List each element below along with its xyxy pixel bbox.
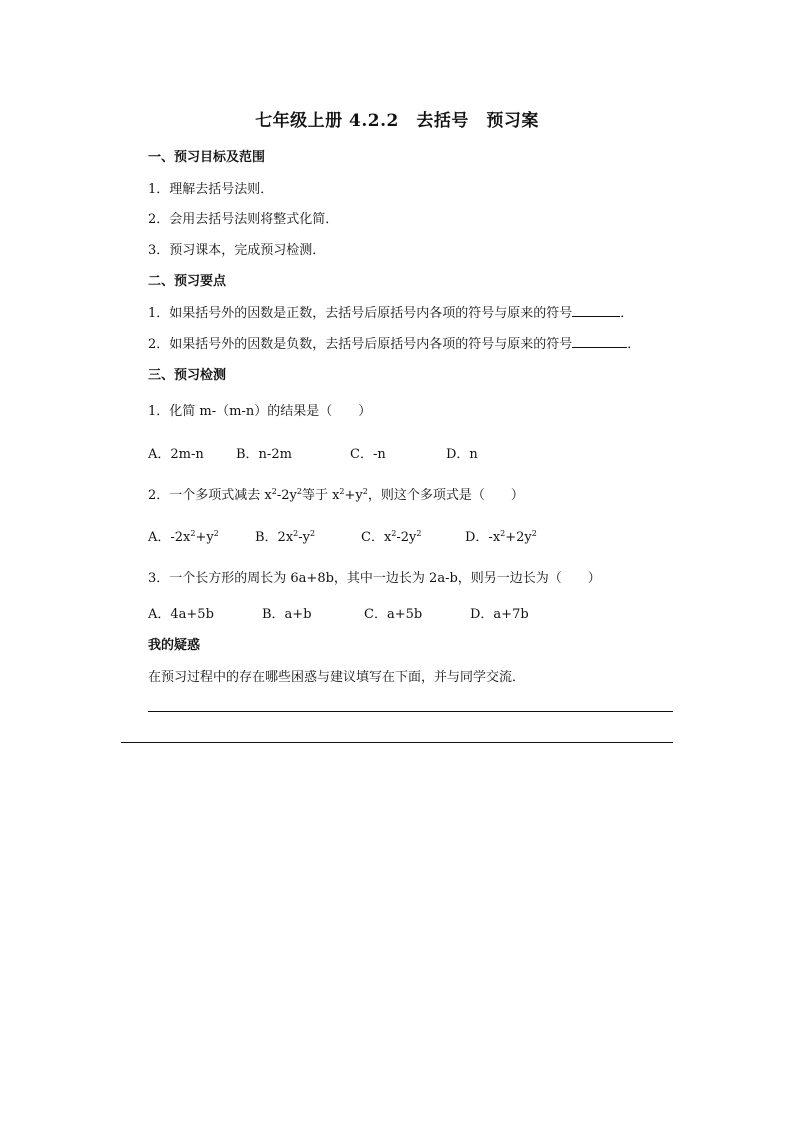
goal-item-3: 3．预习课本，完成预习检测．: [148, 243, 326, 258]
page-title: 七年级上册 4.2.2 去括号 预习案: [255, 111, 539, 131]
q2-exponent: 2: [271, 487, 277, 496]
fill-blank-2[interactable]: [572, 334, 627, 348]
question-3-stem: 3．一个长方形的周长为 6a+8b，其中一边长为 2a-b，则另一边长为（ ）: [148, 571, 601, 586]
goal-item-1: 1．理解去括号法则．: [148, 182, 274, 197]
key-point-2: [148, 333, 640, 352]
goal-item-2: 2．会用去括号法则将整式化简．: [148, 212, 339, 227]
q2-exponent: 2: [500, 529, 506, 538]
q2-option-c-text: -2y: [396, 530, 417, 545]
q2-option-a-text: A．-2x: [148, 530, 191, 545]
q2-exponent: 2: [310, 529, 316, 538]
question-2-options: [148, 526, 537, 545]
section-heading-check: 三、预习检测: [148, 368, 227, 383]
q2-exponent: 2: [362, 487, 368, 496]
question-1-stem: 1．化简 m-（m-n）的结果是（ ）: [148, 404, 372, 419]
key-point-1-end: ．: [620, 306, 634, 321]
q2-option-c-text: C．x: [361, 530, 392, 545]
key-point-1: [148, 302, 633, 321]
q2-option-c[interactable]: [361, 526, 465, 545]
q2-stem-part: -2y: [276, 488, 297, 503]
q2-exponent: 2: [416, 529, 422, 538]
section-heading-goals: 一、预习目标及范围: [148, 150, 266, 165]
question-2-stem: [148, 484, 524, 503]
q3-option-b[interactable]: B．a+b: [262, 607, 312, 622]
q2-exponent: 2: [293, 529, 299, 538]
question-3-options: [148, 603, 529, 622]
doubts-instruction: 在预习过程中的存在哪些困惑与建议填写在下面，并与同学交流．: [148, 670, 526, 685]
q2-option-d-text: +2y: [505, 530, 532, 545]
q2-exponent: 2: [339, 487, 345, 496]
q2-exponent: 2: [391, 529, 397, 538]
q2-exponent: 2: [296, 487, 302, 496]
q3-option-d[interactable]: D．a+7b: [470, 607, 529, 622]
q2-option-b-text: B．2x: [255, 530, 294, 545]
key-point-2-text: 2．如果括号外的因数是负数，去括号后原括号内各项的符号与原来的符号: [148, 337, 573, 352]
q1-option-b[interactable]: B．n-2m: [236, 447, 292, 462]
q2-stem-part: +y: [344, 488, 363, 503]
q3-option-a[interactable]: A．4a+5b: [148, 607, 214, 622]
q2-exponent: 2: [190, 529, 196, 538]
q2-stem-part: 2．一个多项式减去 x: [148, 488, 272, 503]
key-point-2-end: ．: [627, 337, 641, 352]
writing-line-2[interactable]: [121, 742, 673, 743]
q1-option-d[interactable]: D．n: [446, 447, 478, 462]
section-heading-doubts: 我的疑惑: [148, 638, 201, 653]
q2-option-a[interactable]: [148, 526, 255, 545]
writing-line-1[interactable]: [148, 711, 673, 712]
q2-option-b-text: -y: [298, 530, 310, 545]
q2-exponent: 2: [531, 529, 537, 538]
question-1-options: [148, 443, 478, 462]
q2-option-a-text: +y: [195, 530, 214, 545]
section-heading-key-points: 二、预习要点: [148, 274, 227, 289]
q2-stem-part: 等于 x: [301, 488, 340, 503]
q2-option-b[interactable]: [255, 526, 361, 545]
q2-exponent: 2: [213, 529, 219, 538]
q2-option-d-text: D．-x: [465, 530, 501, 545]
q1-option-c[interactable]: C．-n: [350, 447, 386, 462]
q1-option-a[interactable]: A．2m-n: [148, 447, 204, 462]
q2-stem-part: ，则这个多项式是（ ）: [367, 488, 524, 503]
key-point-1-text: 1．如果括号外的因数是正数，去括号后原括号内各项的符号与原来的符号: [148, 306, 573, 321]
q3-option-c[interactable]: C．a+5b: [364, 607, 423, 622]
fill-blank-1[interactable]: [572, 303, 620, 317]
q2-option-d[interactable]: [465, 526, 537, 545]
